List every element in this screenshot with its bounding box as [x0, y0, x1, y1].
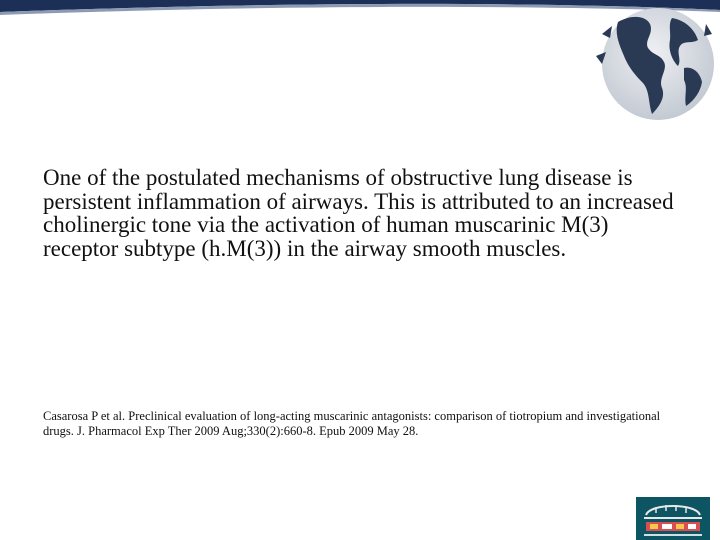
globe-icon [588, 4, 720, 126]
body-paragraph: One of the postulated mechanisms of obstructive lung disease is persistent inflammation of airways. This is attributed to an increased cholinergic tone via the activation of human muscarinic M(3) receptor subtype (h.M(3)) in the airway smooth muscles. [43, 165, 674, 261]
citation-reference: Casarosa P et al. Preclinical evaluation of long-acting muscarinic antagonists: comparison of tiotropium and investigational drugs. J. Pharmacol Exp Ther 2009 Aug;330(2):660-8. Epub 2009 May 28. [43, 409, 661, 438]
society-logo [636, 497, 710, 540]
